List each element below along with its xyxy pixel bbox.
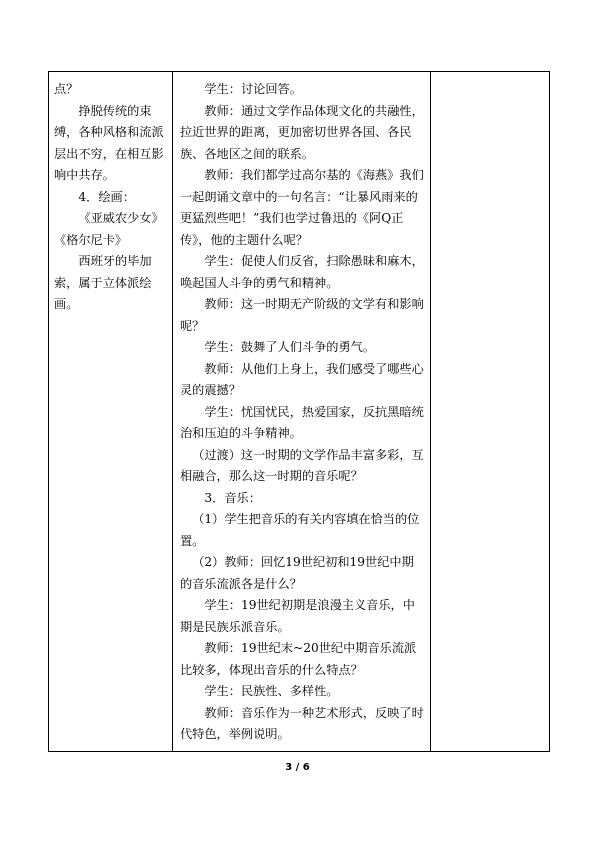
- paragraph: 学生：19世纪初期是浪漫主义音乐，中期是民族乐派音乐。: [180, 598, 415, 634]
- paragraph: （2）教师：回忆19世纪初和19世纪中期的音乐流派各是什么？: [180, 555, 414, 591]
- paragraph: 学生：讨论回答。: [204, 82, 302, 96]
- paragraph: 《格尔尼卡》: [54, 232, 128, 247]
- paragraph: 挣脱传统的束缚，各种风格和流派层出不穷，在相互影响中共存。: [54, 103, 164, 182]
- paragraph: 教师：通过文学作品体现文化的共融性，拉近世界的距离，更加密切世界各国、各民族、各地区之间的联系。: [180, 103, 424, 161]
- table-row: [49, 72, 550, 752]
- paragraph: 《亚威农少女》: [78, 211, 164, 225]
- paragraph: 教师：音乐作为一种艺术形式，反映了时代特色，举例说明。: [180, 705, 424, 741]
- paragraph: 点？: [54, 82, 79, 96]
- right-column-cell: [431, 72, 550, 752]
- paragraph: 学生：促使人们反省，扫除愚昧和麻木，唤起国人斗争的勇气和精神。: [180, 254, 424, 290]
- middle-column-content: [173, 72, 430, 751]
- left-column-cell: [49, 72, 173, 752]
- paragraph: 教师：我们都学过高尔基的《海燕》我们一起朗诵文章中的一句名言：“让暴风雨来的更猛烈些吧！”我们也学过鲁迅的《阿Q正传》，他的主题什么呢？: [180, 168, 424, 247]
- paragraph: 西班牙的毕加索，属于立体派绘画。: [54, 254, 152, 311]
- middle-column-cell: [173, 72, 431, 752]
- paragraph: 教师：从他们上身上，我们感受了哪些心灵的震撼？: [180, 361, 424, 397]
- paragraph: 学生：民族性、多样性。: [204, 684, 339, 698]
- lesson-table: [48, 71, 550, 752]
- paragraph: 学生：忧国忧民，热爱国家，反抗黑暗统治和压迫的斗争精神。: [180, 404, 424, 440]
- paragraph: 教师：19世纪末~20世纪中期音乐流派比较多，体现出音乐的什么特点？: [180, 641, 417, 677]
- paragraph: （过渡）这一时期的文学作品丰富多彩，互相融合，那么这一时期的音乐呢？: [180, 447, 424, 483]
- left-column-content: [49, 72, 172, 316]
- paragraph: 3．音乐：: [204, 490, 261, 505]
- paragraph: （1）学生把音乐的有关内容填在恰当的位置。: [180, 512, 420, 548]
- paragraph: 教师：这一时期无产阶级的文学有和影响呢？: [180, 297, 424, 333]
- page-number: 3 / 6: [285, 762, 310, 773]
- paragraph: 4．绘画：: [78, 189, 135, 204]
- paragraph: 学生：鼓舞了人们斗争的勇气。: [204, 340, 376, 354]
